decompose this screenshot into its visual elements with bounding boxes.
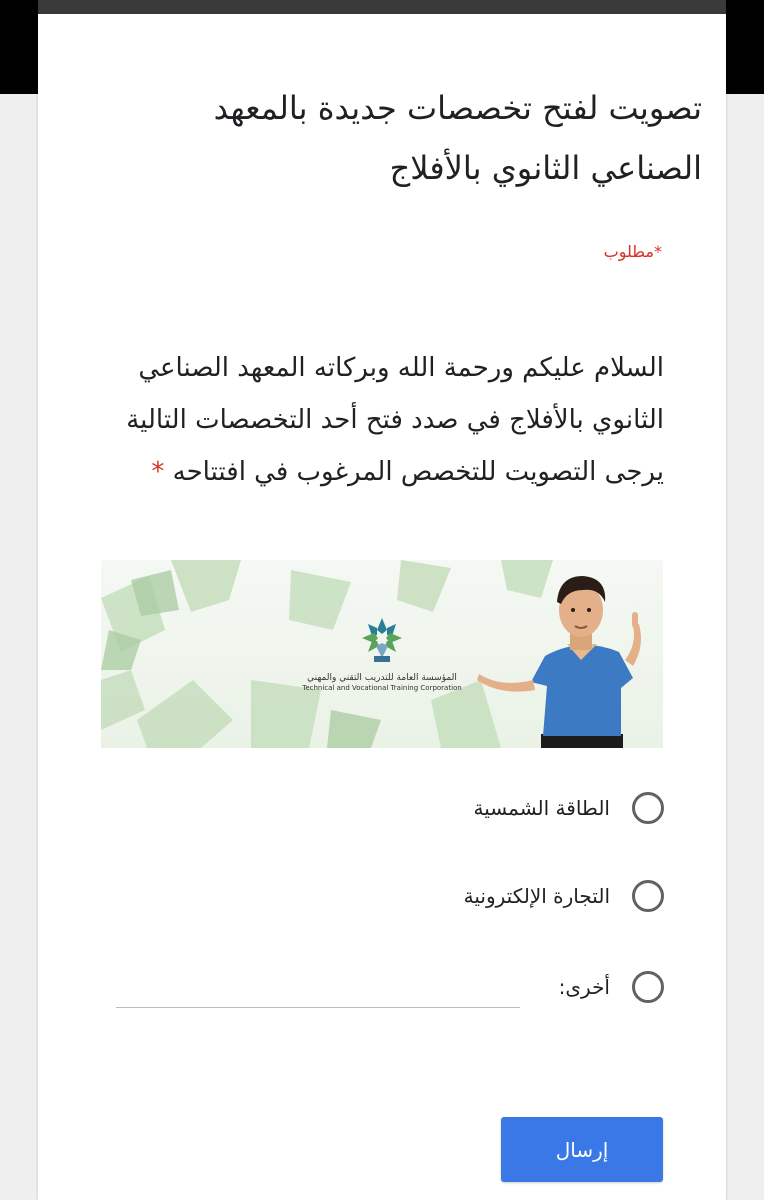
radio-icon[interactable] <box>632 880 664 912</box>
required-star: * <box>151 457 165 487</box>
right-edge <box>726 0 764 94</box>
form-title: تصويت لفتح تخصصات جديدة بالمعهد الصناعي الثانوي بالأفلاج <box>213 89 702 187</box>
option-label: أخرى: <box>558 975 610 999</box>
question-image <box>101 560 663 748</box>
illustration <box>101 560 663 748</box>
question-label: السلام عليكم ورحمة الله وبركاته المعهد الصناعي الثانوي بالأفلاج في صدد فتح أحد التخصصات التالية يرجى التصويت للتخصص المرغوب في افتتاحه <box>126 353 664 487</box>
option-e-commerce[interactable] <box>464 876 664 916</box>
tvtc-logo-icon <box>362 618 402 662</box>
option-solar-energy[interactable] <box>474 788 664 828</box>
logo-text-en: Technical and Vocational Training Corporation <box>302 684 462 692</box>
status-bar <box>0 0 764 14</box>
radio-icon[interactable] <box>632 792 664 824</box>
option-label: الطاقة الشمسية <box>473 796 610 820</box>
other-text-input[interactable] <box>116 983 520 1008</box>
presenter-figure <box>477 576 641 748</box>
question-text <box>84 342 664 498</box>
option-label: التجارة الإلكترونية <box>463 884 610 908</box>
required-note: *مطلوب <box>603 242 662 261</box>
radio-icon[interactable] <box>632 971 664 1003</box>
option-other[interactable] <box>559 967 664 1007</box>
submit-button[interactable]: إرسال <box>501 1117 663 1182</box>
logo-text-ar: المؤسسة العامة للتدريب التقني والمهني <box>307 673 457 683</box>
left-edge <box>0 0 38 94</box>
